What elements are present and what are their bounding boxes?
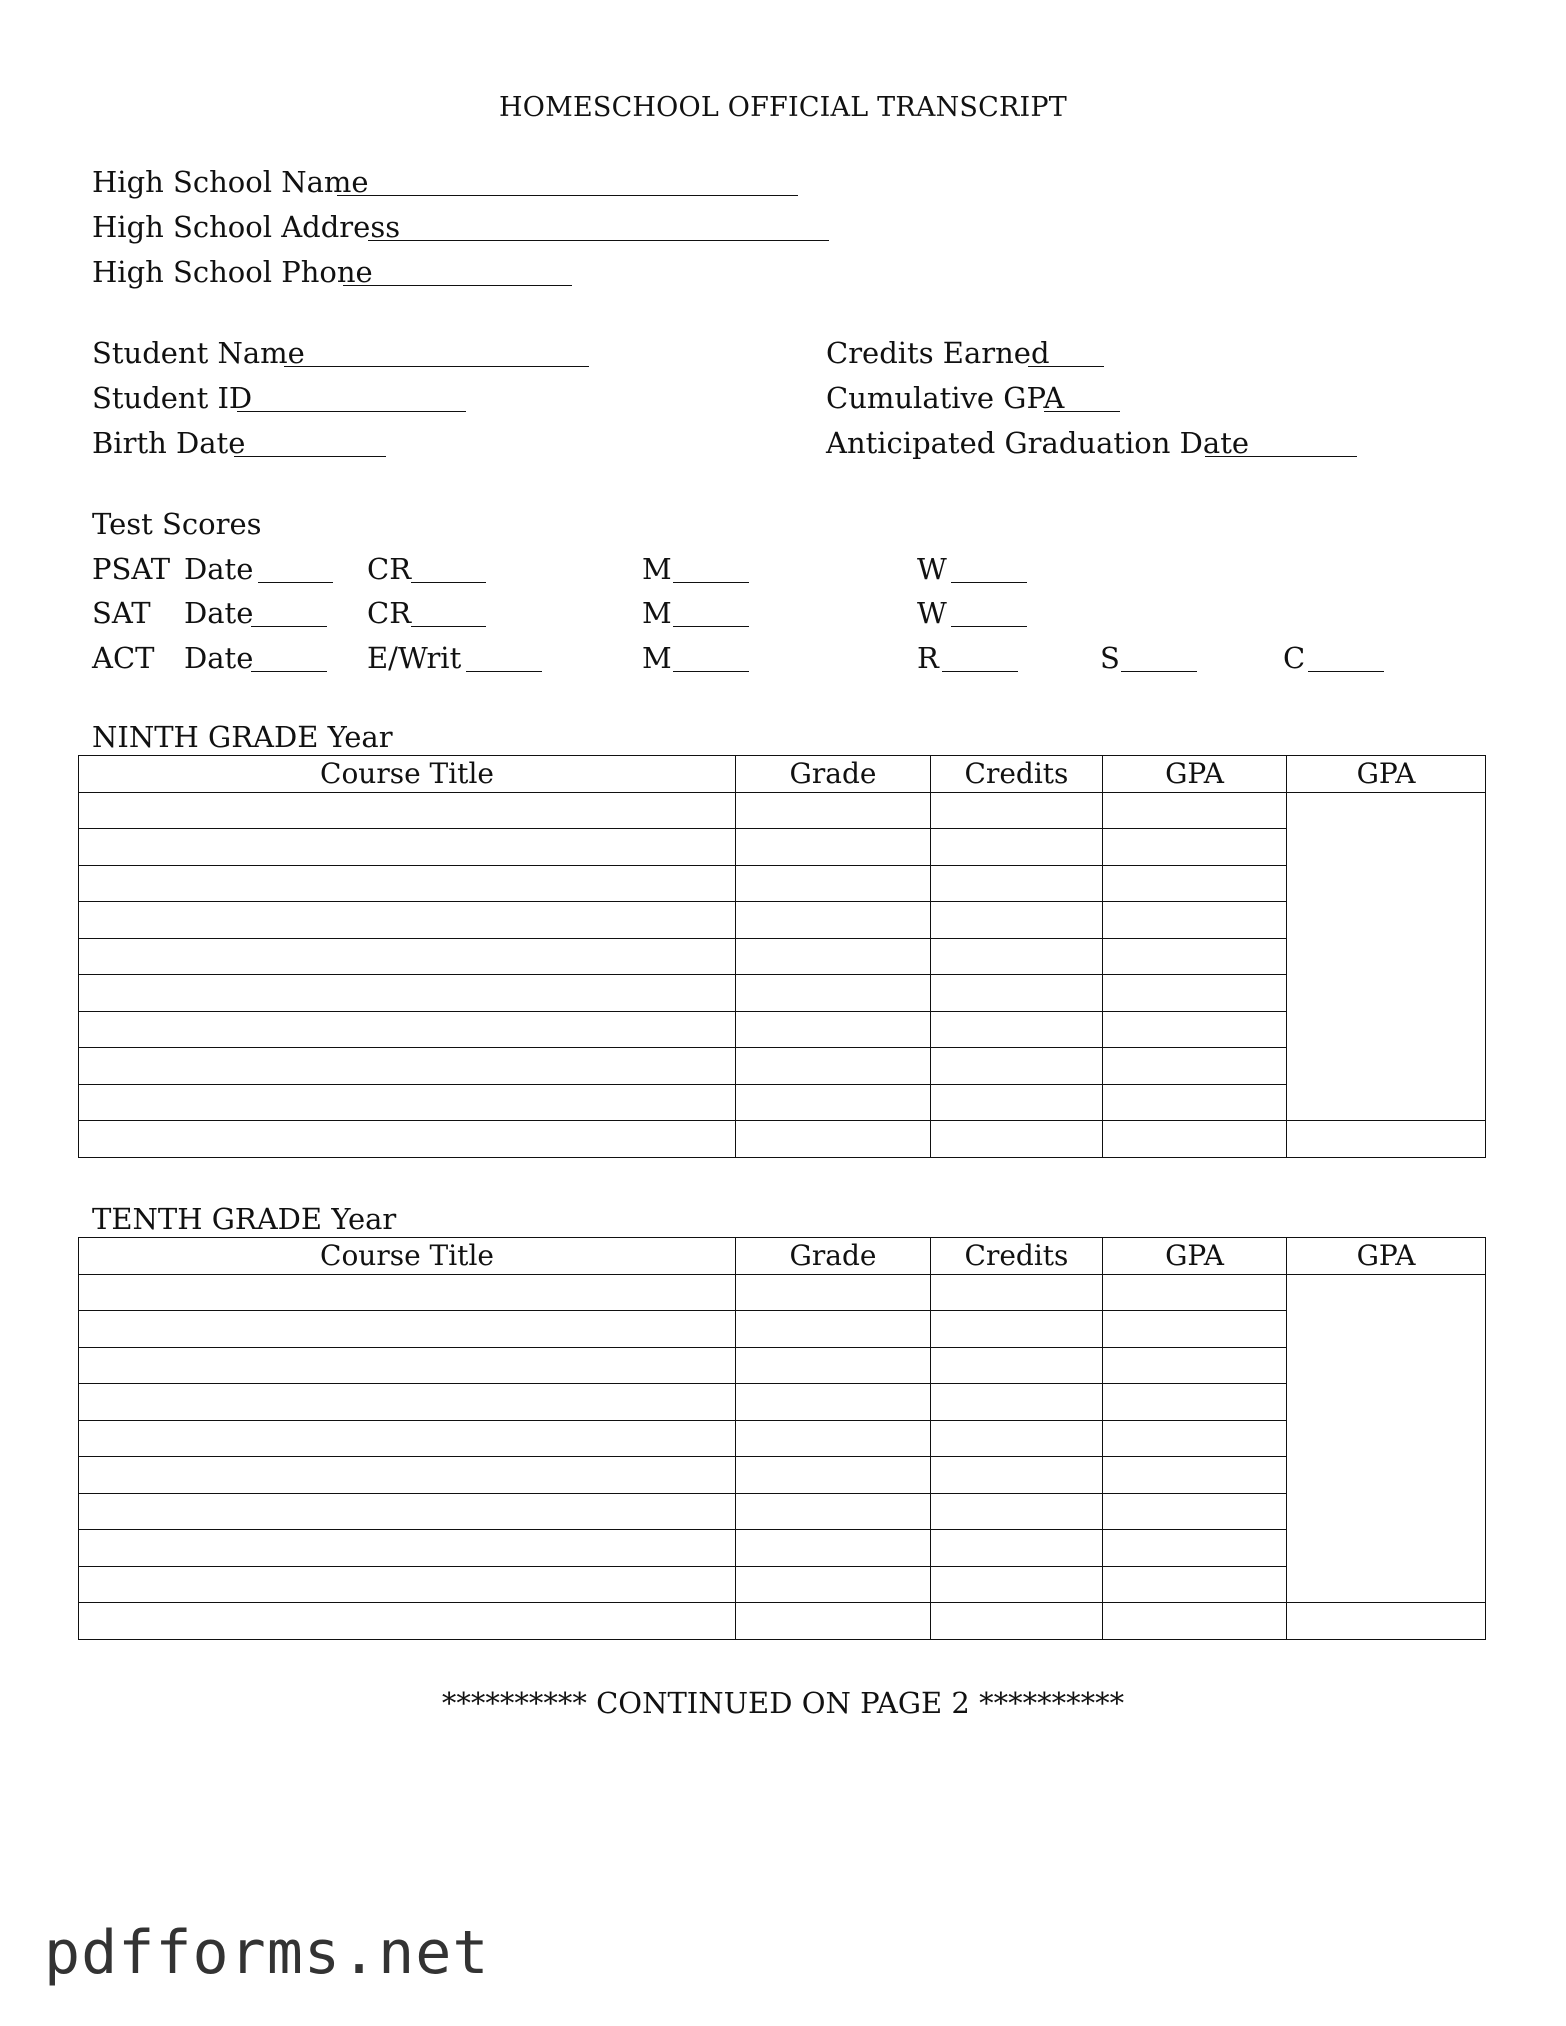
graduation-date-label: Anticipated Graduation Date (826, 426, 1250, 460)
sat-w-label: W (917, 596, 947, 630)
act-s-label: S (1100, 641, 1120, 675)
column-header: Course Title (79, 1238, 736, 1275)
sat-cr-field[interactable] (411, 626, 486, 627)
table-row[interactable] (79, 1048, 1486, 1085)
act-s-field[interactable] (1121, 671, 1197, 672)
table-header-row (79, 1238, 1486, 1275)
school-address-field[interactable] (368, 240, 829, 241)
act-r-field[interactable] (942, 671, 1018, 672)
table-row[interactable] (79, 1011, 1486, 1048)
act-ewrit-field[interactable] (466, 671, 542, 672)
column-header: Credits (931, 1238, 1103, 1275)
psat-date-field[interactable] (258, 582, 333, 583)
credits-earned-label: Credits Earned (826, 336, 1050, 370)
test-scores-heading: Test Scores (92, 507, 262, 541)
student-id-field[interactable] (237, 411, 466, 412)
psat-date-label: Date (184, 552, 254, 586)
psat-w-field[interactable] (951, 582, 1027, 583)
table-row[interactable] (79, 1493, 1486, 1530)
watermark-logo: pdfforms.net (44, 1918, 490, 1988)
act-date-label: Date (184, 641, 254, 675)
sat-label: SAT (92, 596, 151, 630)
table-row[interactable] (79, 1603, 1486, 1640)
act-c-label: C (1283, 641, 1306, 675)
table-row[interactable] (79, 1384, 1486, 1421)
psat-m-label: M (642, 552, 672, 586)
psat-cr-field[interactable] (411, 582, 486, 583)
table-row[interactable] (79, 1311, 1486, 1348)
school-name-field[interactable] (337, 195, 798, 196)
sat-m-label: M (642, 596, 672, 630)
column-header: GPA (1287, 756, 1486, 793)
school-name-label: High School Name (92, 165, 369, 199)
act-r-label: R (917, 641, 939, 675)
act-c-field[interactable] (1308, 671, 1384, 672)
column-header: Grade (736, 1238, 931, 1275)
ninth-grade-table (78, 755, 1486, 1158)
table-row[interactable] (79, 1566, 1486, 1603)
act-m-field[interactable] (673, 671, 749, 672)
sat-m-field[interactable] (673, 626, 749, 627)
table-row[interactable] (79, 1457, 1486, 1494)
column-header: GPA (1103, 1238, 1287, 1275)
birth-date-field[interactable] (234, 456, 386, 457)
act-date-field[interactable] (251, 671, 327, 672)
table-row[interactable] (79, 1084, 1486, 1121)
student-name-field[interactable] (284, 366, 589, 367)
table-row[interactable] (79, 1121, 1486, 1158)
school-phone-label: High School Phone (92, 255, 373, 289)
page-title: HOMESCHOOL OFFICIAL TRANSCRIPT (499, 92, 1067, 123)
act-ewrit-label: E/Writ (367, 641, 462, 675)
table-header-row (79, 756, 1486, 793)
column-header: GPA (1287, 1238, 1486, 1275)
cumulative-gpa-field[interactable] (1044, 411, 1120, 412)
table-row[interactable] (79, 1530, 1486, 1567)
table-row[interactable] (79, 792, 1486, 829)
table-row[interactable] (79, 1274, 1486, 1311)
graduation-date-field[interactable] (1205, 456, 1357, 457)
school-phone-field[interactable] (343, 285, 572, 286)
ninth-grade-heading: NINTH GRADE Year (92, 720, 393, 754)
table-row[interactable] (79, 1420, 1486, 1457)
sat-cr-label: CR (367, 596, 412, 630)
psat-w-label: W (917, 552, 947, 586)
student-name-label: Student Name (92, 336, 305, 370)
table-row[interactable] (79, 975, 1486, 1012)
column-header: Credits (931, 756, 1103, 793)
birth-date-label: Birth Date (92, 426, 246, 460)
sat-date-label: Date (184, 596, 254, 630)
psat-cr-label: CR (367, 552, 412, 586)
table-row[interactable] (79, 865, 1486, 902)
column-header: GPA (1103, 756, 1287, 793)
psat-m-field[interactable] (673, 582, 749, 583)
table-row[interactable] (79, 902, 1486, 939)
column-header: Course Title (79, 756, 736, 793)
tenth-grade-table (78, 1237, 1486, 1640)
student-id-label: Student ID (92, 381, 253, 415)
cumulative-gpa-label: Cumulative GPA (826, 381, 1065, 415)
sat-w-field[interactable] (951, 626, 1027, 627)
column-header: Grade (736, 756, 931, 793)
credits-earned-field[interactable] (1028, 366, 1104, 367)
tenth-grade-heading: TENTH GRADE Year (92, 1202, 397, 1236)
school-address-label: High School Address (92, 210, 401, 244)
act-m-label: M (642, 641, 672, 675)
psat-label: PSAT (92, 552, 171, 586)
table-row[interactable] (79, 829, 1486, 866)
act-label: ACT (92, 641, 155, 675)
sat-date-field[interactable] (251, 626, 327, 627)
table-row[interactable] (79, 938, 1486, 975)
continued-note: ********** CONTINUED ON PAGE 2 ********** (441, 1686, 1125, 1720)
table-row[interactable] (79, 1347, 1486, 1384)
